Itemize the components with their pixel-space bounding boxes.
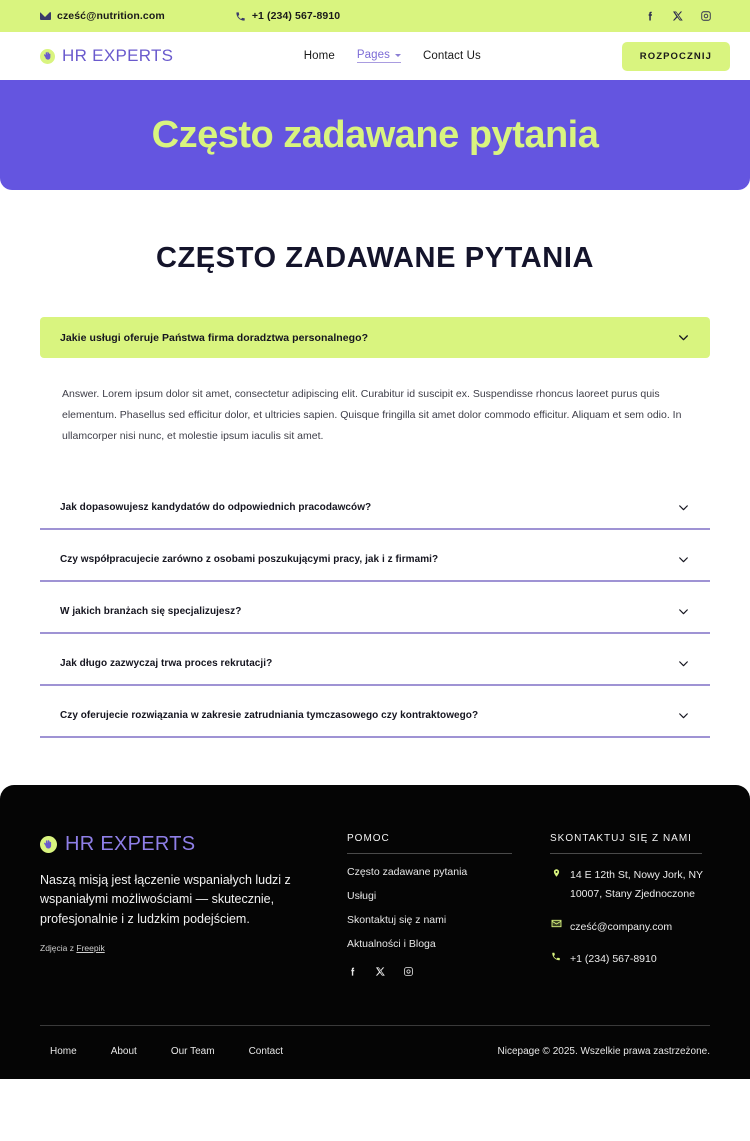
site-footer <box>0 785 750 1079</box>
footer-nav-about[interactable]: About <box>110 1045 137 1057</box>
footer-contact-column <box>540 833 710 983</box>
faq-item[interactable] <box>40 591 710 634</box>
top-bar <box>0 0 750 32</box>
faq-section <box>0 190 750 738</box>
nav-item-pages[interactable] <box>357 49 401 63</box>
faq-question: W jakich branżach się specjalizujesz? <box>60 606 242 617</box>
footer-link-contact[interactable]: Skontaktuj się z nami <box>347 914 447 926</box>
faq-question: Czy oferujecie rozwiązania w zakresie zatrudniania tymczasowego czy kontraktowego? <box>60 710 479 721</box>
freepik-link[interactable]: Freepik <box>76 943 105 954</box>
faq-answer: Answer. Lorem ipsum dolor sit amet, consectetur adipiscing elit. Curabitur id suscipit ex. Suspendisse rhoncus laoreet purus quis elementum. Phasellus sed efficitur dolor, et ultricies sapien. Quisque fringilla sit amet dolor commodo efficitur. Aliquam et sem odio. In ullamcorper nisi nunc, et molestie ipsum iaculis sit amet. <box>62 388 682 442</box>
faq-question: Jak długo zazwyczaj trwa proces rekrutacji? <box>60 658 273 669</box>
faq-question: Jakie usługi oferuje Państwa firma doradztwa personalnego? <box>60 331 369 344</box>
instagram-icon[interactable] <box>700 10 712 22</box>
topbar-email-text: cześć@nutrition.com <box>57 10 165 22</box>
hand-logo-icon <box>40 836 57 853</box>
footer-help-column <box>340 833 540 983</box>
footer-contact-heading: SKONTAKTUJ SIĘ Z NAMI <box>550 833 702 854</box>
faq-item[interactable] <box>40 643 710 686</box>
get-started-button[interactable]: ROZPOCZNIJ <box>622 42 730 71</box>
faq-item[interactable] <box>40 487 710 530</box>
chevron-down-icon[interactable] <box>677 501 690 514</box>
footer-logo-text: HR EXPERTS <box>65 833 196 855</box>
instagram-icon[interactable] <box>403 964 414 982</box>
chevron-down-icon[interactable] <box>677 709 690 722</box>
footer-phone-row[interactable] <box>550 950 710 969</box>
faq-item[interactable] <box>40 695 710 738</box>
footer-nav-our-team[interactable]: Our Team <box>170 1045 215 1057</box>
logo[interactable] <box>40 46 173 66</box>
mail-icon <box>550 918 562 937</box>
copyright-text: Nicepage © 2025. Wszelkie prawa zastrzeżone. <box>497 1045 710 1057</box>
footer-nav-home[interactable]: Home <box>50 1045 77 1057</box>
footer-phone-text: +1 (234) 567-8910 <box>570 953 657 966</box>
footer-link-news-blog[interactable]: Aktualności i Bloga <box>347 938 436 950</box>
footer-link-faq[interactable]: Często zadawane pytania <box>347 866 468 878</box>
footer-mission-text: Naszą misją jest łączenie wspaniałych ludzi z wspaniałymi możliwościami — skutecznie, profesjonalnie i z ludzkim podejściem. <box>40 873 291 926</box>
footer-about-column <box>40 833 340 983</box>
topbar-phone[interactable] <box>235 10 340 22</box>
footer-columns <box>40 833 710 983</box>
footer-address-text: 14 E 12th St, Nowy Jork, NY 10007, Stany Zjednoczone <box>570 869 703 901</box>
phone-icon <box>550 950 562 969</box>
topbar-email[interactable] <box>40 10 165 22</box>
mail-icon <box>40 12 51 20</box>
footer-bottom-bar <box>40 1025 710 1079</box>
x-twitter-icon[interactable] <box>375 964 386 982</box>
footer-bottom-nav <box>40 1046 283 1057</box>
topbar-social-links <box>644 10 712 22</box>
site-header <box>0 32 750 80</box>
footer-credit <box>40 943 340 953</box>
faq-section-title: CZĘSTO ZADAWANE PYTANIA <box>155 242 595 274</box>
faq-item[interactable] <box>40 539 710 582</box>
chevron-down-icon[interactable] <box>677 553 690 566</box>
faq-question: Czy współpracujecie zarówno z osobami poszukującymi pracy, jak i z firmami? <box>60 554 439 565</box>
faq-question: Jak dopasowujesz kandydatów do odpowiednich pracodawców? <box>60 502 372 513</box>
footer-link-services[interactable]: Usługi <box>347 890 377 902</box>
nav-item-home[interactable]: Home <box>303 50 335 62</box>
location-pin-icon <box>550 866 562 905</box>
footer-email-text: cześć@company.com <box>570 920 673 933</box>
main-nav <box>244 49 481 63</box>
phone-icon <box>235 11 246 22</box>
footer-credit-prefix: Zdjęcia z <box>40 943 77 954</box>
footer-social-links <box>347 964 540 982</box>
chevron-down-icon <box>395 54 401 57</box>
footer-help-heading: POMOC <box>347 833 512 854</box>
nav-item-pages-label: Pages <box>356 49 390 61</box>
footer-logo[interactable] <box>40 833 340 856</box>
footer-nav-contact[interactable]: Contact <box>248 1045 284 1057</box>
facebook-icon[interactable] <box>644 10 656 22</box>
facebook-icon[interactable] <box>347 964 358 982</box>
chevron-down-icon[interactable] <box>677 605 690 618</box>
logo-text: HR EXPERTS <box>62 46 174 65</box>
chevron-down-icon[interactable] <box>677 657 690 670</box>
footer-address-row <box>550 866 710 905</box>
chevron-down-icon[interactable] <box>677 331 690 344</box>
hand-logo-icon <box>40 49 55 64</box>
page-title: Często zadawane pytania <box>151 113 599 156</box>
hero-banner <box>0 80 750 190</box>
faq-list <box>40 487 710 738</box>
faq-item-expanded[interactable] <box>40 317 710 358</box>
footer-email-row[interactable] <box>550 918 710 937</box>
x-twitter-icon[interactable] <box>672 10 684 22</box>
nav-item-contact-us[interactable]: Contact Us <box>422 50 481 62</box>
topbar-phone-text: +1 (234) 567-8910 <box>251 10 341 22</box>
